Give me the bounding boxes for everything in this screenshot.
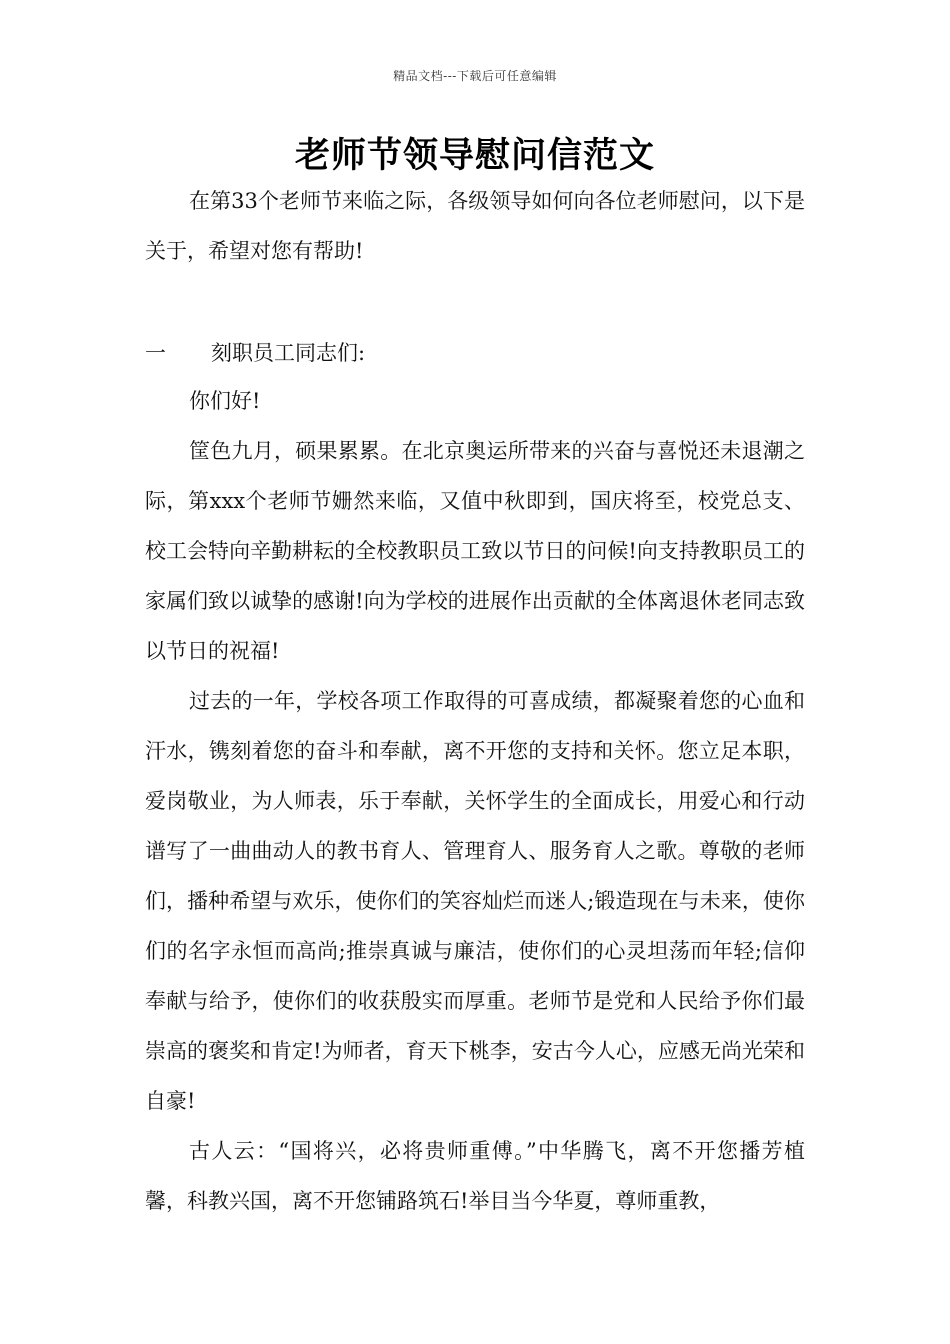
- section-heading: [145, 328, 805, 378]
- body-text: [145, 376, 805, 1226]
- intro-paragraph: 在第33个老师节来临之际，各级领导如何向各位老师慰问，以下是关于，希望对您有帮助!: [145, 189, 805, 263]
- section-number: 一: [145, 341, 166, 365]
- intro-block: [145, 176, 805, 276]
- header-note: 精品文档---下载后可任意编辑: [393, 69, 557, 83]
- section-heading-text: 刻职员工同志们:: [211, 341, 366, 365]
- page-title: 老师节领导慰问信范文: [294, 136, 655, 176]
- paragraph-past-year: 过去的一年，学校各项工作取得的可喜成绩，都凝聚着您的心血和汗水，镌刻着您的奋斗和奉献，离不开您的支持和关怀。您立足本职，爱岗敬业，为人师表，乐于奉献，关怀学生的全面成长，用爱心和行动谱写了一曲曲动人的教书育人、管理育人、服务育人之歌。尊敬的老师们，播种希望与欢乐，使你们的笑容灿烂而迷人;锻造现在与未来，使你们的名字永恒而高尚;推崇真诚与廉洁，使你们的心灵坦荡而年轻;信仰奉献与给予，使你们的收获殷实而厚重。老师节是党和人民给予你们最崇高的褒奖和肯定!为师者，育天下桃李，安古今人心，应感无尚光荣和自豪!: [145, 689, 805, 1113]
- paragraph-ancients: 古人云：“国将兴，必将贵师重傅。”中华腾飞，离不开您播芳植馨，科教兴国，离不开您铺路筑石!举目当今华夏，尊师重教，: [145, 1139, 805, 1213]
- paragraph-september: 筐色九月，硕果累累。在北京奥运所带来的兴奋与喜悦还未退潮之际，第xxx个老师节姗然来临，又值中秋即到，国庆将至，校党总支、校工会特向辛勤耕耘的全校教职员工致以节日的问候!向支持教职员工的家属们致以诚挚的感谢!向为学校的进展作出贡献的全体离退休老同志致以节日的祝福!: [145, 439, 805, 663]
- paragraph-greeting: 你们好!: [189, 389, 261, 413]
